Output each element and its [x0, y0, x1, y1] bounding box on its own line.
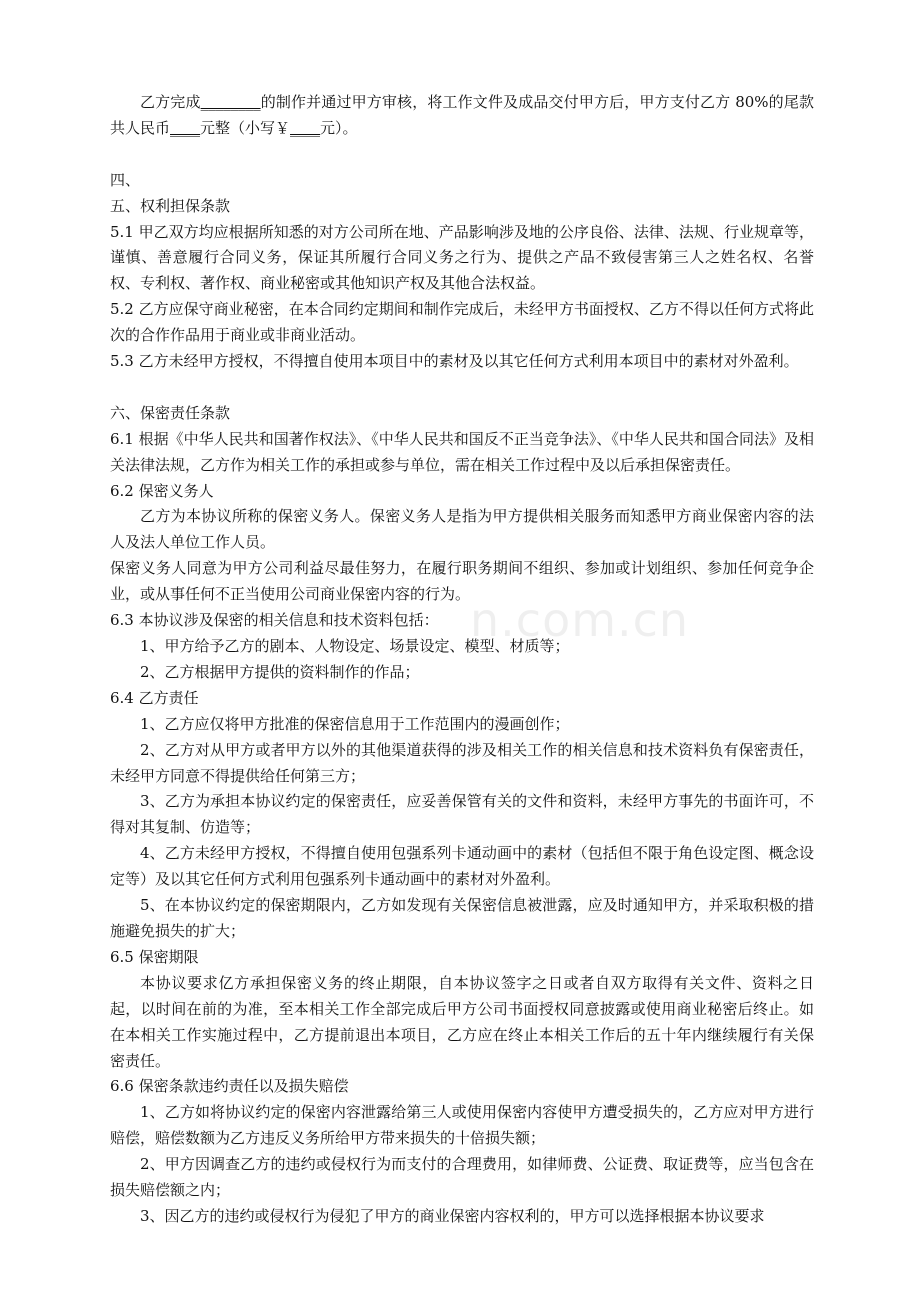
- clause-5-3: 5.3 乙方未经甲方授权，不得擅自使用本项目中的素材及以其它任何方式利用本项目中的素材对外盈利。: [110, 352, 799, 371]
- clause-6-2-heading: 6.2 保密义务人: [110, 481, 214, 500]
- clause-6-4-item-2: 2、乙方对从甲方或者甲方以外的其他渠道获得的涉及相关工作的相关信息和技术资料负有保密责任，未经甲方同意不得提供给任何第三方；: [110, 740, 814, 785]
- clause-6-6-heading: 6.6 保密条款违约责任以及损失赔偿: [110, 1077, 349, 1096]
- section-4-heading: 四、: [110, 170, 141, 189]
- clause-6-6-item-2: 2、甲方因调查乙方的违约或侵权行为而支付的合理费用，如律师费、公证费、取证费等，应当包含在损失赔偿额之内；: [110, 1155, 814, 1200]
- section-6-heading: 六、保密责任条款: [110, 403, 231, 422]
- clause-6-1: 6.1 根据《中华人民共和国著作权法》、《中华人民共和国反不正当竞争法》、《中华人民共和国合同法》及相关法律法规，乙方作为相关工作的承担或参与单位，需在相关工作过程中及以后承担保密责任。: [110, 429, 814, 474]
- clause-6-4-item-4: 4、乙方未经甲方授权，不得擅自使用包强系列卡通动画中的素材（包括但不限于角色设定图、概念设定等）及以其它任何方式利用包强系列卡通动画中的素材对外盈利。: [110, 844, 814, 889]
- clause-6-6-item-3: 3、因乙方的违约或侵权行为侵犯了甲方的商业保密内容权利的，甲方可以选择根据本协议要求: [140, 1206, 765, 1225]
- clause-5-2: 5.2 乙方应保守商业秘密，在本合同约定期间和制作完成后，未经甲方书面授权、乙方不得以任何方式将此次的合作作品用于商业或非商业活动。: [110, 300, 814, 345]
- clause-6-4-heading: 6.4 乙方责任: [110, 688, 199, 707]
- clause-6-2-paragraph-1: 乙方为本协议所称的保密义务人。保密义务人是指为甲方提供相关服务而知悉甲方商业保密内容的法人及法人单位工作人员。: [110, 507, 814, 552]
- blank-amount-number: ____: [290, 118, 321, 137]
- clause-6-6-item-1: 1、乙方如将协议约定的保密内容泄露给第三人或使用保密内容使甲方遭受损失的，乙方应对甲方进行赔偿，赔偿数额为乙方违反义务所给甲方带来损失的十倍损失额；: [110, 1103, 814, 1148]
- clause-6-3-heading: 6.3 本协议涉及保密的相关信息和技术资料包括：: [110, 611, 439, 630]
- clause-6-2-paragraph-2: 保密义务人同意为甲方公司利益尽最佳努力，在履行职务期间不组织、参加或计划组织、参加任何竞争企业，或从事任何不正当使用公司商业保密内容的行为。: [110, 559, 814, 604]
- clause-5-1: 5.1 甲乙双方均应根据所知悉的对方公司所在地、产品影响涉及地的公序良俗、法律、法规、行业规章等，谨慎、善意履行合同义务，保证其所履行合同义务之行为、提供之产品不致侵害第三人之姓名权、名誉权、专利权、著作权、商业秘密或其他知识产权及其他合法权益。: [110, 222, 814, 293]
- clause-6-3-item-1: 1、甲方给予乙方的剧本、人物设定、场景设定、模型、材质等；: [140, 637, 570, 655]
- blank-amount-words: ____: [170, 118, 201, 137]
- clause-6-5-paragraph: 本协议要求亿方承担保密义务的终止期限，自本协议签字之日或者自双方取得有关文件、资料之日起，以时间在前的为准，至本相关工作全部完成后甲方公司书面授权同意披露或使用商业秘密后终止。如在本相关工作实施过程中，乙方提前退出本项目，乙方应在终止本相关工作后的五十年内继续履行有关保密责任。: [110, 973, 814, 1070]
- clause-6-5-heading: 6.5 保密期限: [110, 947, 199, 966]
- clause-6-4-item-1: 1、乙方应仅将甲方批准的保密信息用于工作范围内的漫画创作；: [140, 714, 570, 733]
- blank-project-name: ________: [200, 93, 261, 111]
- intro-paragraph: 乙方完成________的制作并通过甲方审核，将工作文件及成品交付甲方后，甲方支付乙方 80%的尾款共人民币____元整（小写￥____元）。: [110, 93, 814, 137]
- clause-6-4-item-5: 5、在本协议约定的保密期限内，乙方如发现有关保密信息被泄露，应及时通知甲方，并采取积极的措施避免损失的扩大；: [110, 896, 814, 940]
- clause-6-4-item-3: 3、乙方为承担本协议约定的保密责任，应妥善保管有关的文件和资料，未经甲方事先的书面许可，不得对其复制、仿造等；: [110, 792, 814, 837]
- clause-6-3-item-2: 2、乙方根据甲方提供的资料制作的作品；: [140, 662, 420, 681]
- watermark: n.com.cn: [470, 593, 690, 647]
- section-5-heading: 五、权利担保条款: [110, 196, 231, 215]
- document-page: [110, 90, 814, 1230]
